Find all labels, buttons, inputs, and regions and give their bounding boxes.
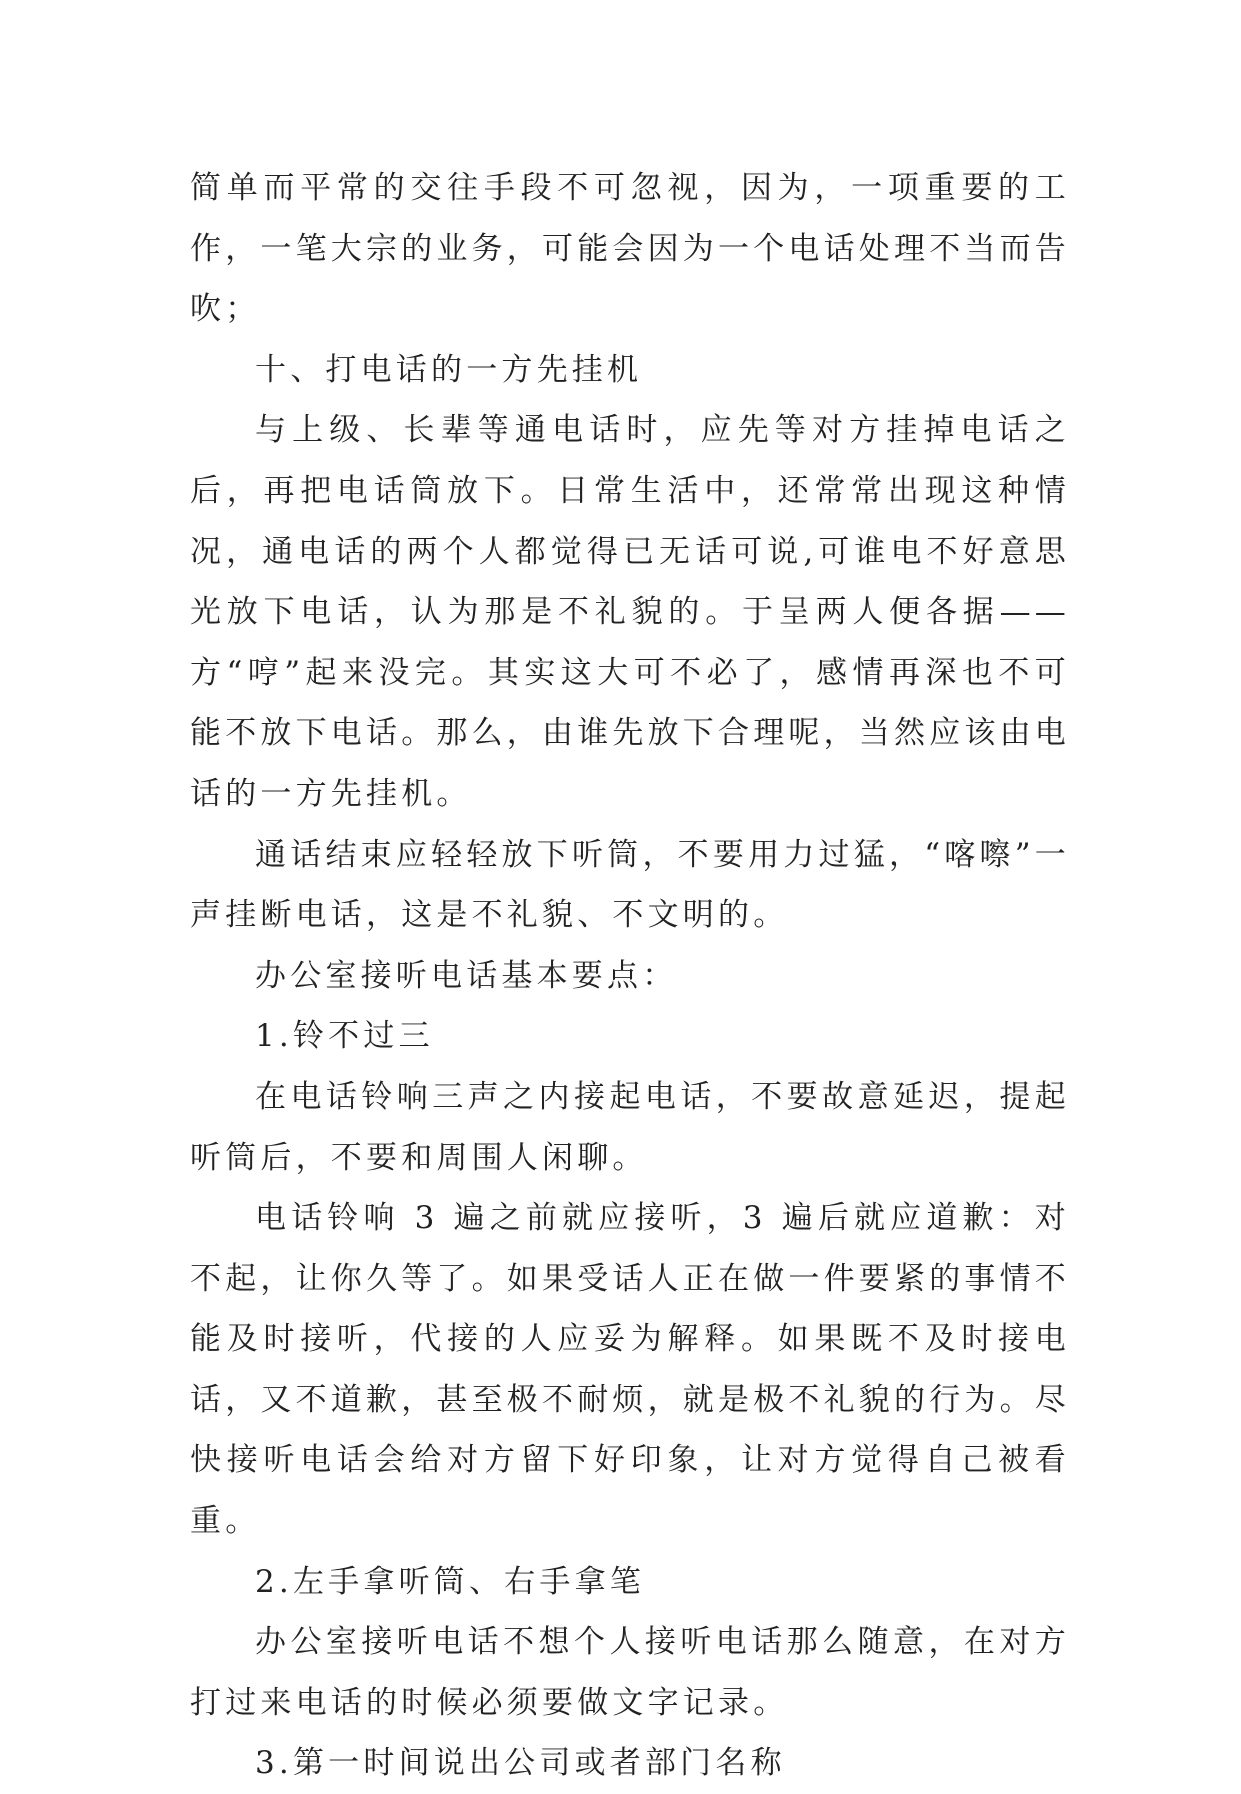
- list-item-heading-1: 1.铃不过三: [255, 1018, 434, 1055]
- list-item-heading-2: 2.左手拿听筒、右手拿笔: [255, 1563, 645, 1600]
- paragraph-continued: 简单而平常的交往手段不可忽视，因为，一项重要的工作，一笔大宗的业务，可能会因为一个电话处理不当而告吹；: [190, 170, 1070, 328]
- paragraph-hang-up-order: 与上级、长辈等通电话时，应先等对方挂掉电话之后，再把电话筒放下。日常生活中，还常常出现这种情况，通电话的两个人都觉得已无话可说,可谁电不好意思光放下电话，认为那是不礼貌的。于呈两人便各据——方“哼”起来没完。其实这大可不必了，感情再深也不可能不放下电话。那么，由谁先放下合理呢，当然应该由电话的一方先挂机。: [190, 412, 1070, 812]
- section-heading-office-answering: 办公室接听电话基本要点：: [255, 957, 678, 994]
- paragraph-take-notes: 办公室接听电话不想个人接听电话那么随意，在对方打过来电话的时候必须要做文字记录。: [190, 1624, 1070, 1721]
- paragraph-answer-promptly: 电话铃响 3 遍之前就应接听，3 遍后就应道歉：对不起，让你久等了。如果受话人正在做一件要紧的事情不能及时接听，代接的人应妥为解释。如果既不及时接电话，又不道歉，甚至极不耐烦，就是极不礼貌的行为。尽快接听电话会给对方留下好印象，让对方觉得自己被看重。: [190, 1200, 1070, 1540]
- document-body: [190, 158, 1070, 1794]
- list-item-heading-3: 3.第一时间说出公司或者部门名称: [255, 1745, 786, 1782]
- paragraph-answer-within-three: 在电话铃响三声之内接起电话，不要故意延迟，提起听筒后，不要和周围人闲聊。: [190, 1078, 1070, 1176]
- section-heading-hang-up: 十、打电话的一方先挂机: [255, 351, 643, 388]
- paragraph-gentle-hangup: 通话结束应轻轻放下听筒，不要用力过猛，“喀嚓”一声挂断电话，这是不礼貌、不文明的。: [190, 836, 1070, 934]
